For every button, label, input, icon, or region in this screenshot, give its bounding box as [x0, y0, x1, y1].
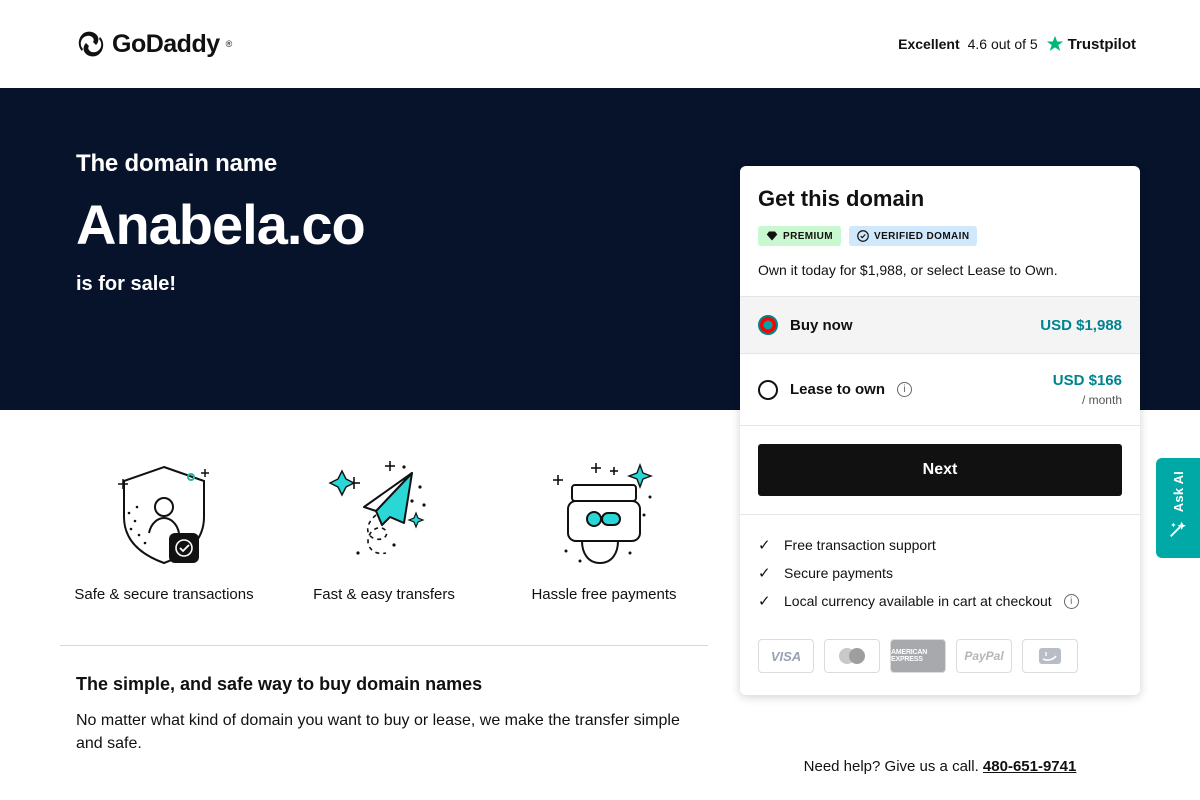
rating-grade: Excellent	[898, 36, 960, 52]
perk-label: Secure payments	[784, 565, 893, 581]
payment-amex	[890, 639, 946, 673]
trustpilot-star-icon	[1046, 35, 1064, 53]
hero-subtitle: is for sale!	[76, 273, 177, 295]
status-badge-verified	[849, 226, 977, 246]
payment-alipay	[1022, 639, 1078, 673]
hero-domain-name: Anabela.co	[76, 193, 365, 256]
diamond-icon	[766, 230, 778, 242]
promo-title: The simple, and safe way to buy domain names	[76, 674, 483, 694]
card-header	[740, 166, 1140, 296]
card-title: Get this domain	[758, 186, 925, 211]
check-circle-icon	[857, 230, 869, 242]
trademark-symbol: ®	[225, 39, 233, 49]
help-line	[740, 758, 1140, 775]
check-icon: ✓	[758, 593, 771, 610]
godaddy-mark-icon	[76, 29, 106, 59]
option-period: / month	[1081, 393, 1122, 407]
godaddy-wordmark: GoDaddy	[112, 29, 220, 58]
payment-mastercard	[824, 639, 880, 673]
option-left	[758, 315, 853, 335]
feature-list	[0, 410, 740, 603]
sparkle-ai-icon	[1167, 518, 1189, 545]
trustpilot-label: Trustpilot	[1067, 35, 1136, 53]
option-right	[1053, 372, 1122, 407]
help-text: Need help? Give us a call.	[803, 758, 979, 775]
godaddy-logo[interactable]	[76, 29, 232, 59]
next-button-wrap	[740, 425, 1140, 514]
badge-label: VERIFIED DOMAIN	[874, 230, 970, 242]
payment-methods	[740, 625, 1140, 695]
perk-item	[758, 531, 1122, 559]
perk-list	[740, 514, 1140, 625]
promo-text: No matter what kind of domain you want to buy or lease, we make the transfer simple and safe.	[76, 712, 680, 753]
visa-label: VISA	[770, 648, 802, 664]
feature-label: Safe & secure transactions	[74, 586, 254, 603]
option-left	[758, 380, 912, 400]
feature-item	[54, 450, 274, 603]
option-price: USD $1,988	[1040, 316, 1122, 334]
payment-visa	[758, 639, 814, 673]
help-phone-link[interactable]: 480-651-9741	[982, 758, 1077, 775]
badge-label: PREMIUM	[783, 230, 834, 242]
status-badge-premium	[758, 226, 841, 246]
ask-ai-tab[interactable]	[1156, 458, 1200, 558]
site-header	[0, 0, 1200, 88]
rating-score: 4.6 out of 5	[967, 36, 1038, 52]
perk-item	[758, 587, 1122, 615]
check-icon: ✓	[758, 537, 771, 554]
option-label: Buy now	[790, 316, 853, 334]
feature-item	[274, 450, 494, 603]
mastercard-circle-right	[849, 648, 865, 664]
ask-ai-label: Ask AI	[1170, 470, 1186, 513]
amex-label: AMERICAN EXPRESS	[891, 649, 928, 663]
trustpilot-logo	[1046, 35, 1136, 53]
paper-plane-icon	[274, 450, 494, 580]
trustpilot-rating[interactable]	[898, 35, 1136, 53]
perk-label: Free transaction support	[784, 537, 936, 553]
next-button[interactable]: Next	[758, 444, 1122, 496]
feature-item	[494, 450, 714, 603]
shield-user-icon	[54, 450, 274, 580]
alipay-icon	[1038, 647, 1062, 665]
option-buy-now[interactable]	[740, 296, 1140, 353]
card-description: Own it today for $1,988, or select Lease to Own.	[758, 262, 1058, 278]
payment-paypal	[956, 639, 1012, 673]
check-icon: ✓	[758, 565, 771, 582]
promo-section	[0, 646, 680, 755]
wallet-hand-icon	[494, 450, 714, 580]
feature-label: Hassle free payments	[531, 586, 677, 603]
info-icon[interactable]: i	[897, 382, 912, 397]
perk-item	[758, 559, 1122, 587]
option-price: USD $166	[1052, 372, 1122, 389]
radio-buy-now[interactable]	[758, 315, 778, 335]
option-right	[1040, 317, 1122, 334]
perk-label: Local currency available in cart at checkout	[784, 593, 1052, 609]
paypal-label: PayPal	[964, 649, 1004, 663]
radio-lease-to-own[interactable]	[758, 380, 778, 400]
option-label: Lease to own	[790, 381, 886, 398]
hero-kicker: The domain name	[76, 150, 278, 177]
feature-label: Fast & easy transfers	[313, 586, 455, 603]
option-lease-to-own[interactable]	[740, 353, 1140, 425]
purchase-card	[740, 166, 1140, 695]
badge-group	[758, 226, 1122, 246]
info-icon[interactable]: i	[1064, 594, 1079, 609]
